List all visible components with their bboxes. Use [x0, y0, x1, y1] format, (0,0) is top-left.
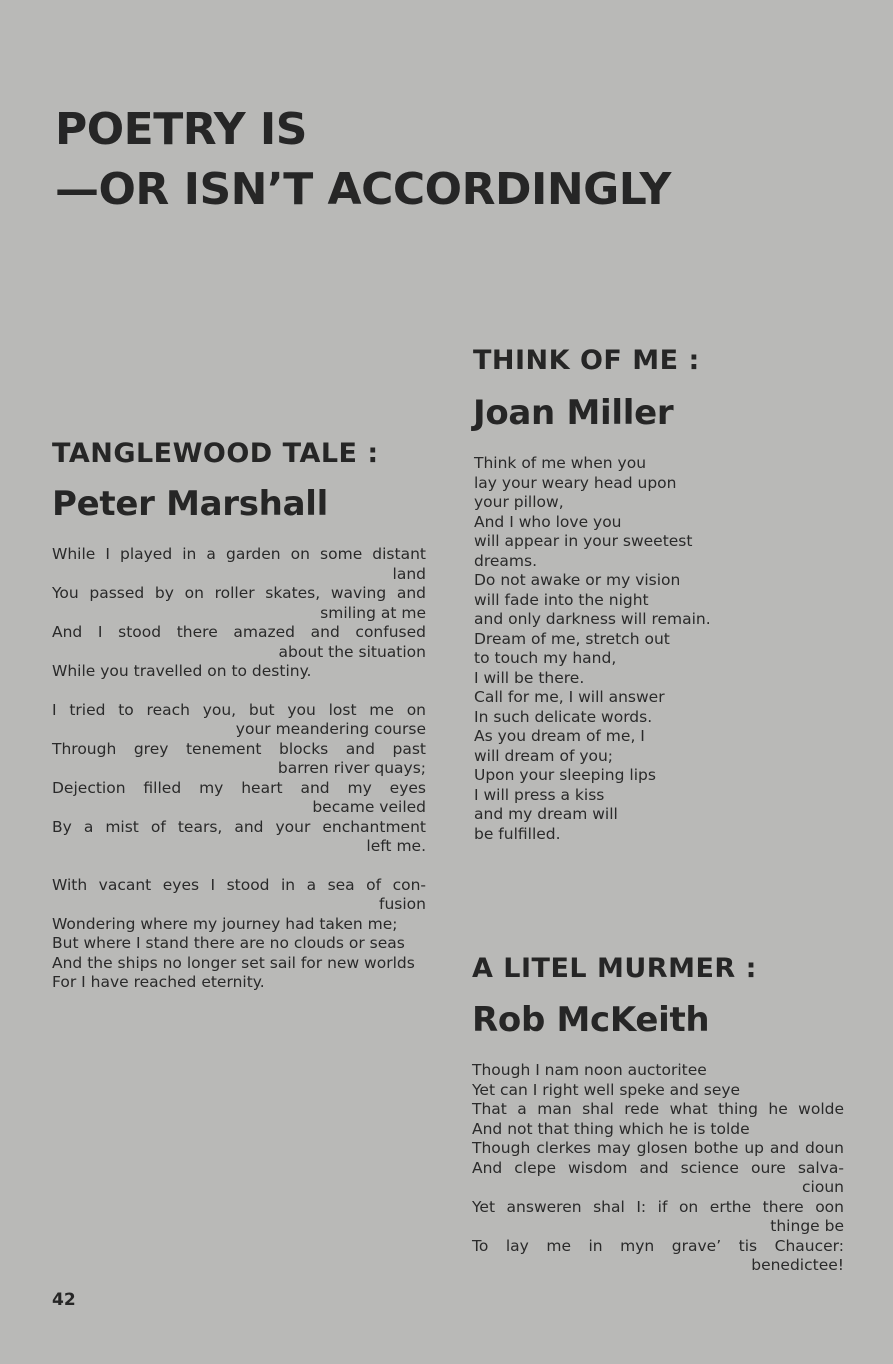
verse-line: and my dream will [474, 805, 618, 823]
poem-heading-tanglewood: TANGLEWOOD TALE : [52, 438, 379, 469]
verse-line: I will be there. [474, 668, 585, 687]
verse-line: to touch my hand, [474, 649, 617, 667]
page-title-line-1: POETRY IS [55, 104, 307, 155]
verse-line-continuation: left me. [366, 837, 426, 855]
verse-line: Dream of me, stretch out [474, 629, 670, 648]
verse-line: While I played in a garden on some distant [52, 545, 426, 563]
verse-line-continuation: benedictee! [751, 1256, 844, 1274]
verse-line-continuation: about the situation [278, 642, 426, 661]
verse-line: And I stood there amazed and confused [52, 623, 426, 641]
verse-line: In such delicate words. [474, 707, 653, 726]
verse-line: But where I stand there are no clouds or seas [52, 934, 405, 952]
verse-line-continuation: land [392, 564, 426, 583]
verse-line: Wondering where my journey had taken me; [52, 914, 398, 933]
verse-line: To lay me in myn grave’ tis Chaucer: [472, 1236, 844, 1255]
poem-heading-litel-murmer: A LITEL MURMER : [472, 953, 757, 984]
poem-body-litel-murmer [472, 1061, 844, 1276]
verse-line: lay your weary head upon [474, 473, 677, 492]
verse-line: Call for me, I will answer [474, 688, 665, 706]
verse-line-continuation: smiling at me [320, 603, 426, 622]
verse-line: Upon your sleeping lips [474, 766, 656, 784]
stanza [52, 701, 426, 857]
verse-line: dreams. [474, 551, 538, 570]
verse-line: With vacant eyes I stood in a sea of con- [52, 875, 426, 894]
verse-line: Do not awake or my vision [474, 571, 681, 589]
poem-author-peter-marshall: Peter Marshall [52, 484, 328, 524]
verse-line: will dream of you; [474, 746, 614, 765]
verse-line: will appear in your sweetest [474, 532, 693, 550]
page-number: 42 [52, 1290, 76, 1310]
page-title [55, 100, 671, 220]
poem-body-tanglewood [52, 545, 426, 1012]
verse-line: And I who love you [474, 512, 622, 531]
verse-line-continuation: became veiled [312, 798, 426, 816]
verse-line: And clepe wisdom and science oure salva- [472, 1158, 844, 1177]
poem-author-rob-mckeith: Rob McKeith [472, 1000, 710, 1040]
poem-author-joan-miller: Joan Miller [473, 393, 674, 433]
verse-line-continuation: fusion [379, 895, 426, 913]
verse-line: You passed by on roller skates, waving and [52, 584, 426, 602]
verse-line-continuation: cioun [802, 1178, 844, 1196]
verse-line: I will press a kiss [474, 785, 605, 804]
verse-line: Through grey tenement blocks and past [52, 739, 426, 758]
page-title-line-2: —OR ISN’T ACCORDINGLY [55, 164, 671, 215]
verse-line: Yet can I right well speke and seye [472, 1080, 741, 1099]
verse-line: and only darkness will remain. [474, 610, 711, 628]
verse-line: will fade into the night [474, 590, 649, 609]
verse-line: Though I nam noon auctoritee [472, 1061, 707, 1079]
verse-line: For I have reached eternity. [52, 973, 265, 991]
verse-line: Dejection filled my heart and my eyes [52, 778, 426, 797]
stanza [52, 545, 426, 682]
verse-line: I tried to reach you, but you lost me on [52, 700, 426, 719]
verse-line: While you travelled on to destiny. [52, 662, 312, 680]
verse-line: your pillow, [474, 493, 564, 511]
verse-line-continuation: thinge be [770, 1217, 844, 1235]
stanza [52, 876, 426, 993]
verse-line: As you dream of me, I [474, 727, 645, 745]
poem-body-think-of-me [474, 454, 774, 844]
verse-line: That a man shal rede what thing he wolde [472, 1100, 844, 1118]
verse-line: Think of me when you [474, 454, 647, 472]
poem-heading-think-of-me: THINK OF ME : [473, 345, 700, 376]
verse-line: And the ships no longer set sail for new worlds [52, 953, 415, 972]
verse-line: Yet answeren shal I: if on erthe there oon [472, 1197, 844, 1216]
verse-line: Though clerkes may glosen bothe up and doun [472, 1139, 844, 1157]
verse-line: By a mist of tears, and your enchantment [52, 817, 426, 836]
verse-line: be fulfilled. [474, 824, 561, 843]
verse-line: And not that thing which he is tolde [472, 1119, 750, 1138]
verse-line-continuation: your meandering course [235, 720, 426, 738]
verse-line-continuation: barren river quays; [277, 759, 426, 777]
